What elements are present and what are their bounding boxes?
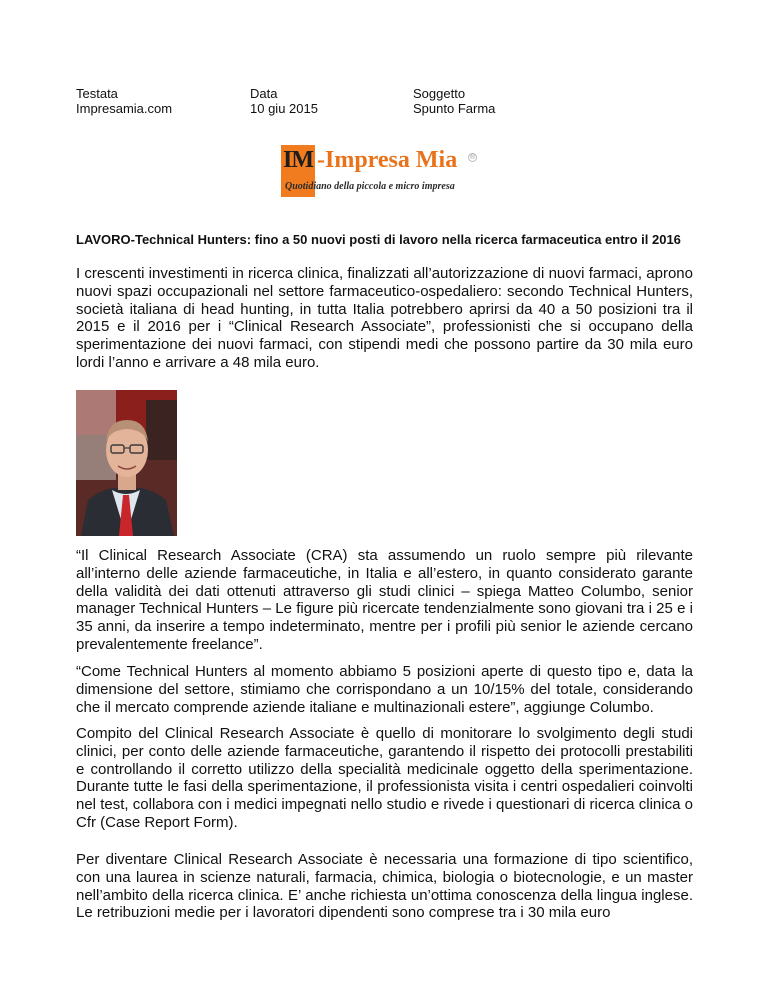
- testata-label: Testata: [76, 86, 118, 101]
- article-paragraph-1: I crescenti investimenti in ricerca clinica, finalizzati all’autorizzazione di nuovi farmaci, aprono nuovi spazi occupazionali nel settore farmaceutico-ospedaliero: secondo Technical Hunters, società italiana di head hunting, in tutta Italia potrebbero aprirsi da 40 a 50 posizioni tra il 2015 e il 2016 per i “Clinical Research Associate”, professionisti che si occupano della sperimentazione dei nuovi farmaci, con stipendi medi che possono partire da 30 mila euro lordi l’anno e arrivare a 48 mila euro.: [76, 265, 693, 371]
- soggetto-label: Soggetto: [413, 86, 466, 101]
- impresa-mia-logo: [281, 145, 476, 197]
- soggetto-value: Spunto Farma: [413, 101, 496, 116]
- testata-value: Impresamia.com: [76, 101, 173, 116]
- header-soggetto: [413, 86, 495, 116]
- logo-registered: ®: [469, 154, 476, 161]
- article-headline: LAVORO-Technical Hunters: fino a 50 nuovi posti di lavoro nella ricerca farmaceutica entro il 2016: [76, 232, 681, 247]
- portrait-image: [76, 390, 177, 536]
- header-data: [250, 86, 318, 116]
- article-paragraph-2: “Il Clinical Research Associate (CRA) sta assumendo un ruolo sempre più rilevante all’interno delle aziende farmaceutiche, in Italia e all’estero, in quanto considerato garante della validità dei dati ottenuti attraverso gli studi clinici – spiega Matteo Columbo, senior manager Technical Hunters – Le figure più ricercate tendenzialmente sono giovani tra i 25 e i 35 anni, da inserire a tempo indeterminato, mentre per i profili più senior le aziende cercano prevalentemente freelance”.: [76, 547, 693, 653]
- article-paragraph-4: Compito del Clinical Research Associate è quello di monitorare lo svolgimento degli studi clinici, per conto delle aziende farmaceutiche, garantendo il rispetto dei protocolli prestabiliti e controllando il corretto utilizzo della specialità medicinale oggetto della sperimentazione. Durante tutte le fasi della sperimentazione, il professionista visita i centri ospedalieri coinvolti nel test, collabora con i medici impegnati nello studio e rivede i questionari di ricerca clinica o Cfr (Case Report Form).: [76, 725, 693, 831]
- portrait-photo: [76, 390, 177, 536]
- logo-tagline: Quotidiano della piccola e micro impresa: [285, 181, 455, 192]
- header-testata: [76, 86, 172, 116]
- data-label: Data: [250, 86, 278, 101]
- logo-brand: -Impresa Mia: [317, 147, 458, 173]
- article-paragraph-5: Per diventare Clinical Research Associate è necessaria una formazione di tipo scientifico, con una laurea in scienze naturali, farmacia, chimica, biologia o biotecnologie, e un master nell’ambito della ricerca clinica. E’ anche richiesta un’ottima conoscenza della lingua inglese. Le retribuzioni medie per i lavoratori dipendenti sono comprese tra i 30 mila euro: [76, 851, 693, 922]
- logo-mark: IM: [283, 147, 313, 173]
- article-paragraph-3: “Come Technical Hunters al momento abbiamo 5 posizioni aperte di questo tipo e, data la dimensione del settore, stimiamo che corrispondano a un 10/15% del totale, considerando che il mercato comprende aziende italiane e multinazionali estere”, aggiunge Columbo.: [76, 663, 693, 716]
- data-value: 10 giu 2015: [250, 101, 318, 116]
